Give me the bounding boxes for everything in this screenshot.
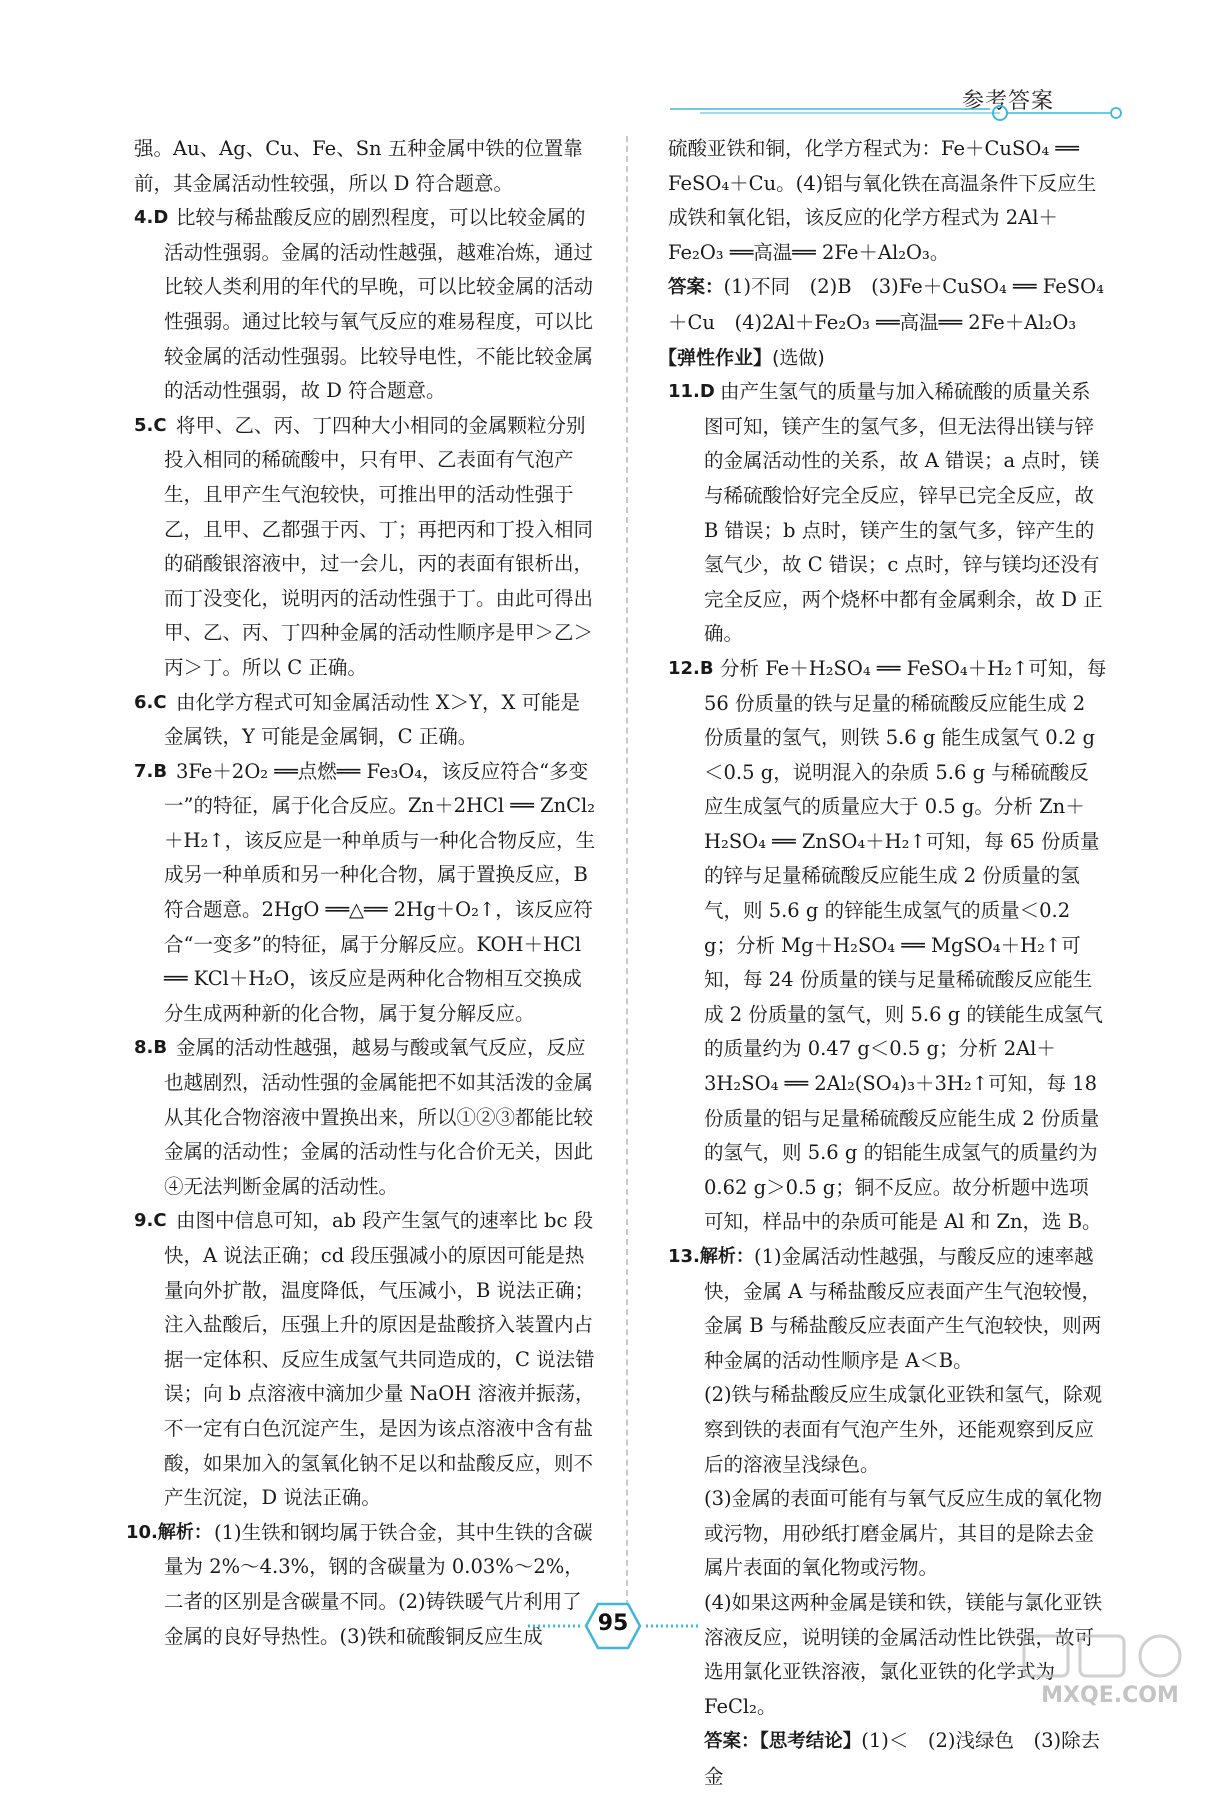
- answer-text: 由图中信息可知，ab 段产生氢气的速率比 bc 段快，A 说法正确；cd 段压强减小的原因可能是热量向外扩散，温度降低，气压减小，B 说法正确；注入盐酸后，压强上升的原因是盐酸挤入装置内占据一定体积、反应生成氢气共同造成的，C 说法错误；向 b 点溶液中滴加少量 NaOH 溶液并振荡，不一定有白色沉淀产生，是因为该点溶液中含有盐酸，如果加入的氢氧化钠不足以和盐酸反应，则不产生沉淀，D 说法正确。: [164, 1209, 595, 1510]
- item-number: 4.D: [134, 207, 169, 229]
- watermark-logo: [1010, 1630, 1210, 1710]
- answer-text: (1)不同 (2)B (3)Fe＋CuSO₄ ══ FeSO₄＋Cu (4)2Al＋Fe₂O₃ ══高温══ 2Fe＋Al₂O₃: [668, 275, 1104, 334]
- answer-item: [134, 132, 596, 201]
- header-decoration: [670, 104, 1150, 134]
- answer-13-final: [704, 1724, 1108, 1794]
- answer-item: [134, 201, 596, 409]
- item-number: 12.B: [668, 657, 714, 679]
- answer-item: [134, 409, 596, 686]
- answer-text: (3)金属的表面可能有与氧气反应生成的氧化物或污物，用砂纸打磨金属片，其目的是除去金属片表面的氧化物或污物。: [704, 1487, 1103, 1580]
- item-number: 9.C: [134, 1210, 167, 1232]
- header-label: 参考答案: [962, 89, 1055, 114]
- answer-text: (1)生铁和钢均属于铁合金，其中生铁的含碳量为 2%～4.3%，钢的含碳量为 0.03%～2%，二者的区别是含碳量不同。(2)铸铁暖气片利用了金属的良好导热性。(3)铁和硫酸铜反应生成: [164, 1520, 593, 1648]
- answer-text: (1)金属活动性越强，与酸反应的速率越快，金属 A 与稀盐酸反应表面产生气泡较慢，金属 B 与稀盐酸反应表面产生气泡较快，则两种金属的活动性顺序是 A＜B。: [704, 1245, 1102, 1372]
- item-number: 10.解析：: [126, 1521, 212, 1543]
- answer-text: (4)如果这两种金属是镁和铁，镁能与氯化亚铁溶液反应，说明镁的金属活动性比铁强，故可选用氯化亚铁溶液，氯化亚铁的化学式为 FeCl₂。: [704, 1590, 1103, 1718]
- item-number: 7.B: [134, 760, 168, 782]
- answer-label: 答案：【思考结论】: [704, 1731, 862, 1753]
- right-column: [658, 132, 1108, 1795]
- answer-item: [126, 1516, 596, 1654]
- answer-text: (2)铁与稀盐酸反应生成氯化亚铁和氢气，除观察到铁的表面有气泡产生外，还能观察到反应后的溶液呈浅绿色。: [704, 1383, 1103, 1476]
- answer-label: 答案：: [668, 277, 724, 299]
- answer-text: (1)＜ (2)浅绿色 (3)除去金: [704, 1729, 1101, 1788]
- answer-item: [134, 686, 596, 755]
- answer-item: [668, 1240, 1108, 1378]
- item-number: 13.解析：: [668, 1246, 754, 1267]
- answer-item: [134, 1031, 596, 1204]
- answer-item: [668, 375, 1108, 652]
- item-number: 11.D: [668, 381, 715, 403]
- section-note: (选做): [772, 346, 825, 369]
- answer-item: [134, 1204, 596, 1515]
- answer-item: [668, 1378, 1108, 1794]
- answer-item: [668, 652, 1108, 1240]
- section-title: 【弹性作业】(选做): [658, 346, 825, 369]
- answer-text: 强。Au、Ag、Cu、Fe、Sn 五种金属中铁的位置靠前，其金属活动性较强，所以 D 符合题意。: [134, 137, 583, 195]
- page-number-badge: [528, 1600, 698, 1652]
- page-number: 95: [597, 1611, 629, 1636]
- answer-item: [134, 755, 596, 1032]
- item-number: 6.C: [134, 691, 167, 713]
- item-number: 8.B: [134, 1037, 168, 1059]
- answer-text: 比较与稀盐酸反应的剧烈程度，可以比较金属的活动性强弱。金属的活动性越强，越难冶炼，通过比较人类利用的年代的早晚，可以比较金属的活动性强弱。通过比较与氧气反应的难易程度，可以比较金属的活动性强弱。比较导电性，不能比较金属的活动性强弱，故 D 符合题意。: [164, 206, 594, 403]
- answer-text: 将甲、乙、丙、丁四种大小相同的金属颗粒分别投入相同的稀硫酸中，只有甲、乙表面有气泡产生，且甲产生气泡较快，可推出甲的活动性强于乙，且甲、乙都强于丙、丁；再把丙和丁投入相同的硝酸银溶液中，过一会儿，丙的表面有银析出，而丁没变化，说明丙的活动性强于丁。由此可得出甲、乙、丙、丁四种金属的活动性顺序是甲＞乙＞丙＞丁。所以 C 正确。: [164, 413, 594, 679]
- answer-text: 由产生氢气的质量与加入稀硫酸的质量关系图可知，镁产生的氢气多，但无法得出镁与锌的金属活动性的关系，故 A 错误；a 点时，镁与稀硫酸恰好完全反应，锌早已完全反应，故 B 错误；b 点时，镁产生的氢气多，锌产生的氢气少，故 C 错误；c 点时，锌与镁均还没有完全反应，两个烧杯中都有金属剩余，故 D 正确。: [704, 380, 1103, 646]
- left-column: [126, 132, 596, 1654]
- item-number: 5.C: [134, 414, 167, 436]
- answer-10-continued: 硫酸亚铁和铜，化学方程式为：Fe＋CuSO₄ ══ FeSO₄＋Cu。(4)铝与氧化铁在高温条件下反应生成铁和氧化铝，该反应的化学方程式为 2Al＋Fe₂O₃ ══高温══ 2Fe＋Al₂O₃。: [668, 137, 1097, 264]
- column-divider: [626, 136, 628, 1616]
- answer-text: 由化学方程式可知金属活动性 X＞Y，X 可能是金属铁，Y 可能是金属铜，C 正确。: [164, 690, 581, 749]
- answer-text: 金属的活动性越强，越易与酸或氧气反应，反应也越剧烈，活动性强的金属能把不如其活泼的金属从其化合物溶液中置换出来，所以①②③都能比较金属的活动性；金属的活动性与化合价无关，因此④无法判断金属的活动性。: [164, 1036, 594, 1198]
- answer-text: 分析 Fe＋H₂SO₄ ══ FeSO₄＋H₂↑可知，每 56 份质量的铁与足量的稀硫酸反应能生成 2 份质量的氢气，则铁 5.6 g 能生成氢气 0.2 g＜0.5 g，说明混入的杂质 5.6 g 与稀硫酸反应生成氢气的质量应大于 0.5 g。分析 Zn＋H₂SO₄ ══ ZnSO₄＋H₂↑可知，每 65 份质量的锌与足量稀硫酸反应能生成 2 份质量的氢气，则 5.6 g 的锌能生成氢气的质量＜0.2 g；分析 Mg＋H₂SO₄ ══ MgSO₄＋H₂↑可知，每 24 份质量的镁与足量稀硫酸反应能生成 2 份质量的氢气，则 5.6 g 的镁能生成氢气的质量约为 0.47 g＜0.5 g；分析 2Al＋3H₂SO₄ ══ 2Al₂(SO₄)₃＋3H₂↑可知，每 18 份质量的铝与足量稀硫酸反应能生成 2 份质量的氢气，则 5.6 g 的铝能生成氢气的质量约为 0.62 g＞0.5 g；铜不反应。故分析题中选项可知，样品中的杂质可能是 Al 和 Zn，选 B。: [704, 656, 1107, 1234]
- answer-text: 3Fe＋2O₂ ══点燃══ Fe₃O₄，该反应符合“多变一”的特征，属于化合反应。Zn＋2HCl ══ ZnCl₂＋H₂↑，该反应是一种单质与一种化合物反应，生成另一种单质和另一种化合物，属于置换反应，B 符合题意。2HgO ══△══ 2Hg＋O₂↑，该反应符合“一变多”的特征，属于分解反应。KOH＋HCl ══ KCl＋H₂O，该反应是两种化合物相互交换成分生成两种新的化合物，属于复分解反应。: [164, 759, 596, 1025]
- answer-10-final: [668, 270, 1108, 340]
- watermark-text: MXQE.COM: [1041, 1683, 1179, 1708]
